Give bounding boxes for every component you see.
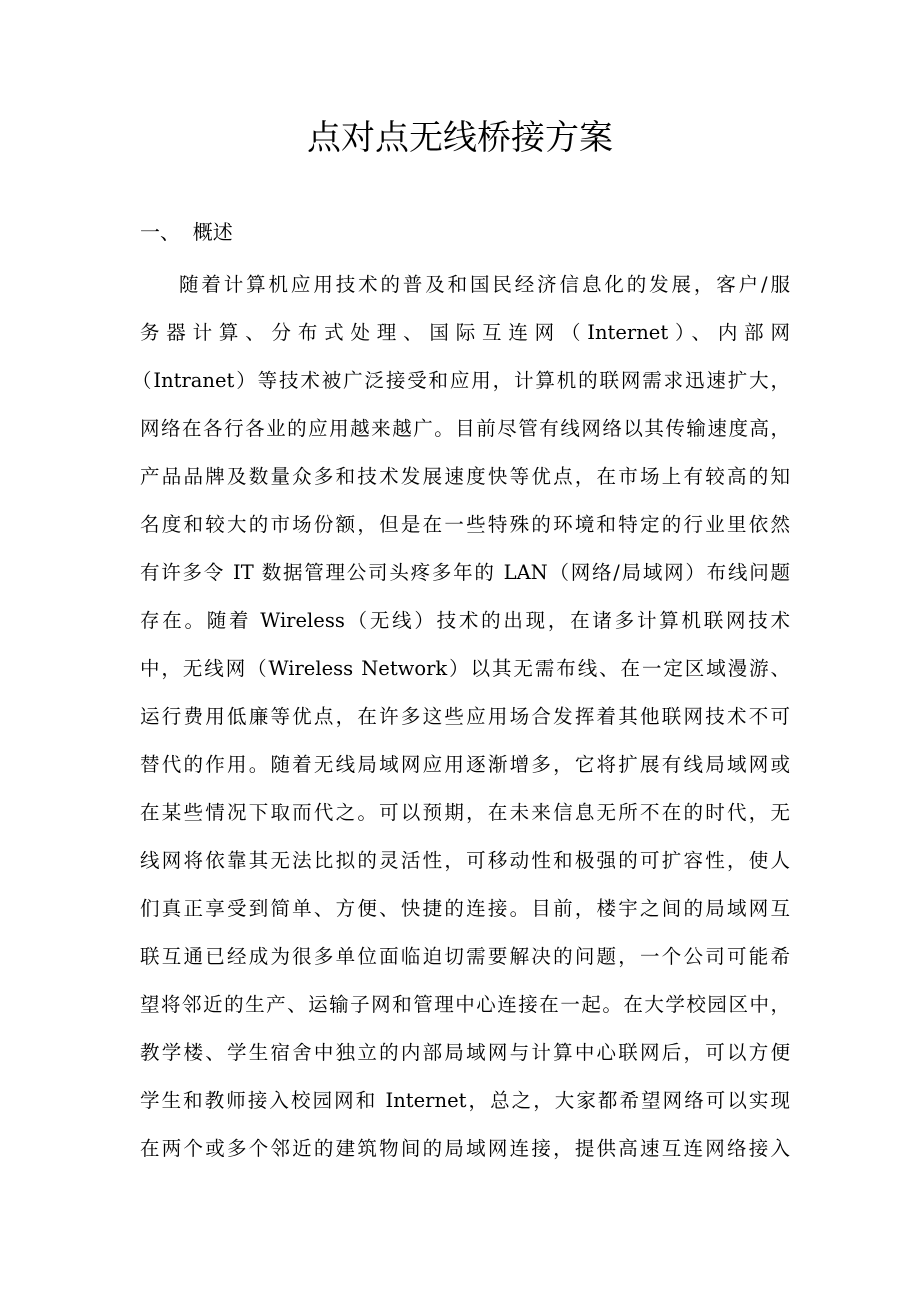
paragraph-line: 替代的作用。随着无线局域网应用逐渐增多，它将扩展有线局域网或 xyxy=(140,753,790,776)
paragraph-line: 网络在各行各业的应用越来越广。目前尽管有线网络以其传输速度高， xyxy=(140,417,790,440)
paragraph-line: 在两个或多个邻近的建筑物间的局域网连接，提供高速互连网络接入 xyxy=(140,1137,790,1160)
paragraph-line: 有许多令 IT 数据管理公司头疼多年的 LAN（网络/局域网）布线问题 xyxy=(140,561,790,584)
section-heading-overview: 一、 概述 xyxy=(140,220,233,244)
paragraph-line: 学生和教师接入校园网和 Internet，总之，大家都希望网络可以实现 xyxy=(140,1089,790,1112)
paragraph-line: 在某些情况下取而代之。可以预期，在未来信息无所不在的时代，无 xyxy=(140,801,790,824)
paragraph-line: 务器计算、分布式处理、国际互连网（Internet）、内部网 xyxy=(140,321,790,344)
paragraph-line: 存在。随着 Wireless（无线）技术的出现，在诸多计算机联网技术 xyxy=(140,609,790,632)
paragraph-line: 联互通已经成为很多单位面临迫切需要解决的问题，一个公司可能希 xyxy=(140,945,790,968)
paragraph-line: 望将邻近的生产、运输子网和管理中心连接在一起。在大学校园区中， xyxy=(140,993,790,1016)
paragraph-line: 名度和较大的市场份额，但是在一些特殊的环境和特定的行业里依然 xyxy=(140,513,790,536)
paragraph-line: 线网将依靠其无法比拟的灵活性，可移动性和极强的可扩容性，使人 xyxy=(140,849,790,872)
paragraph-line: 中，无线网（Wireless Network）以其无需布线、在一定区域漫游、 xyxy=(140,657,790,680)
paragraph-line: 产品品牌及数量众多和技术发展速度快等优点，在市场上有较高的知 xyxy=(140,465,790,488)
document-title: 点对点无线桥接方案 xyxy=(307,118,613,158)
paragraph-line: 们真正享受到简单、方便、快捷的连接。目前，楼宇之间的局域网互 xyxy=(140,897,790,920)
paragraph-line: 教学楼、学生宿舍中独立的内部局域网与计算中心联网后，可以方便 xyxy=(140,1041,790,1064)
paragraph-line: 运行费用低廉等优点，在许多这些应用场合发挥着其他联网技术不可 xyxy=(140,705,790,728)
overview-paragraph xyxy=(132,261,790,1173)
paragraph-line: 随着计算机应用技术的普及和国民经济信息化的发展，客户/服 xyxy=(179,273,790,296)
paragraph-line: （Intranet）等技术被广泛接受和应用，计算机的联网需求迅速扩大， xyxy=(132,369,790,392)
